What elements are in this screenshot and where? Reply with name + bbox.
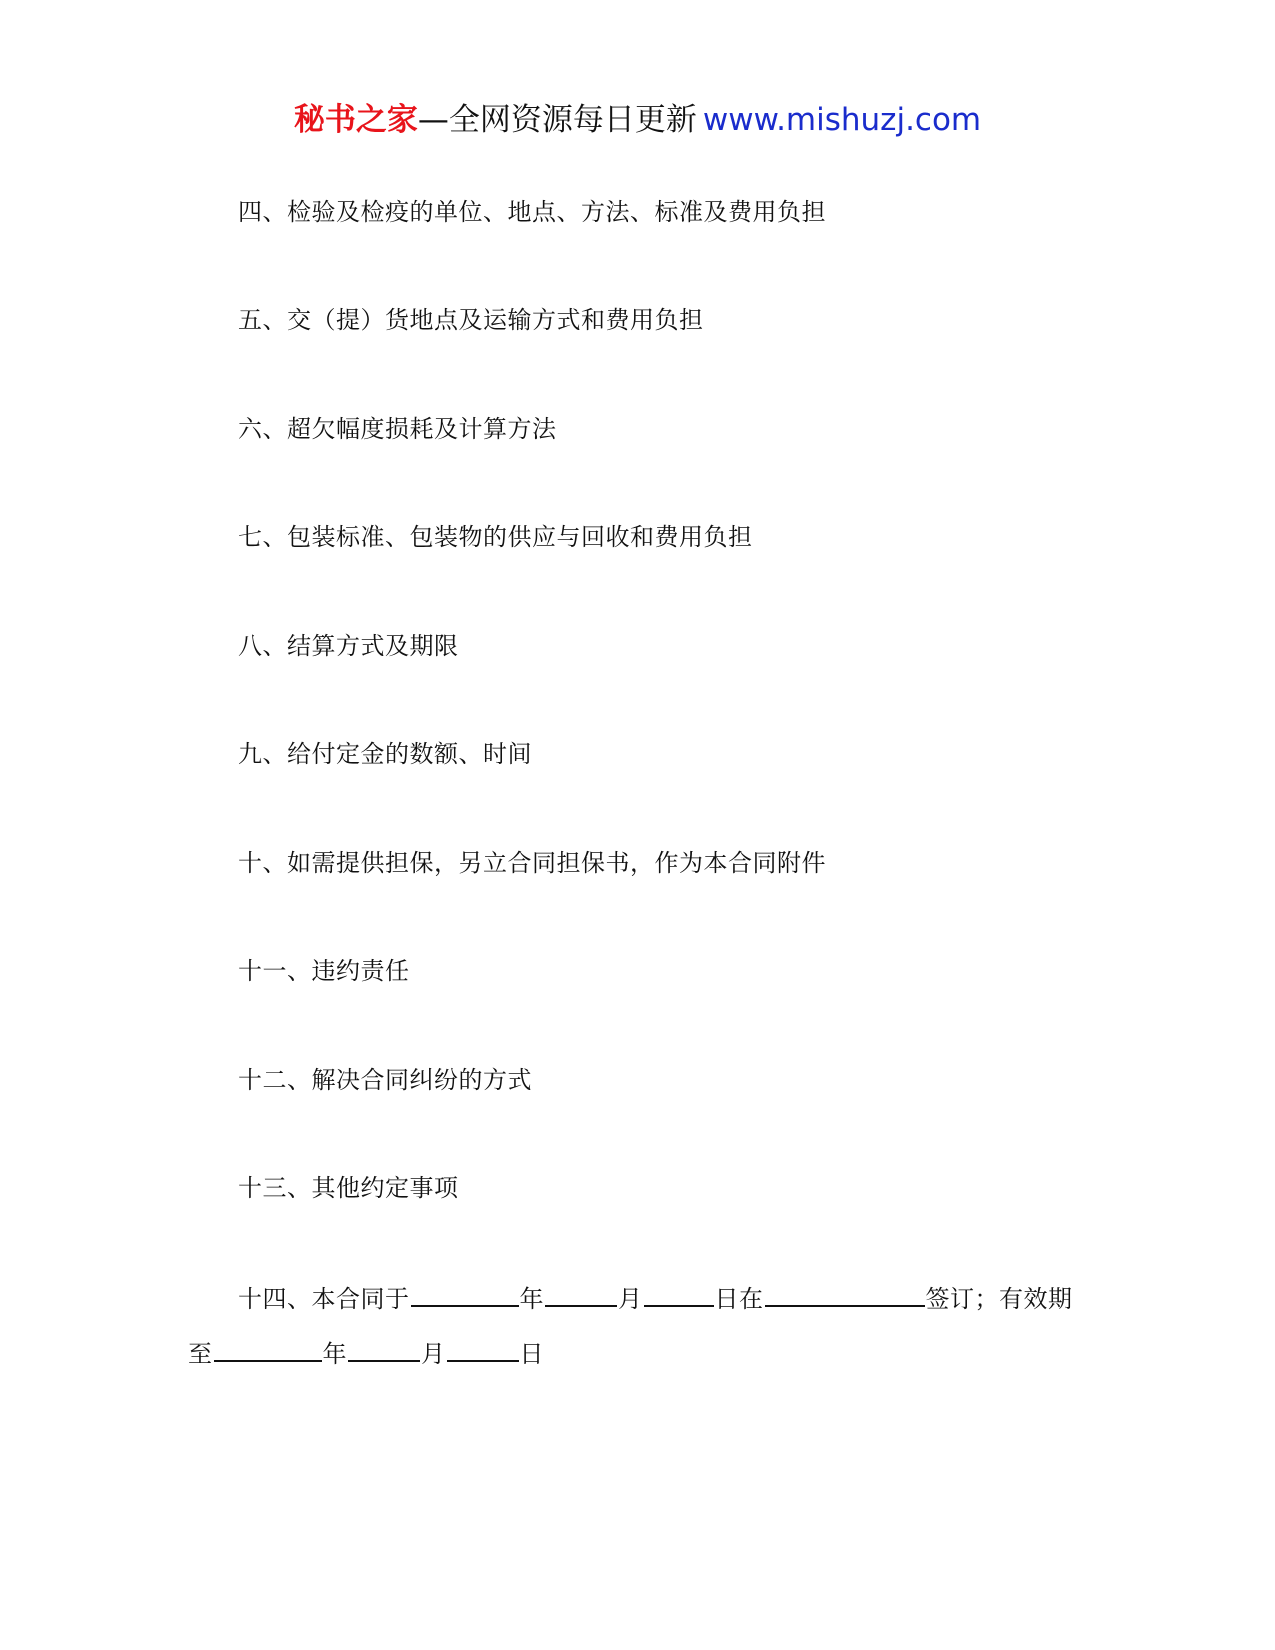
month2-label: 月	[421, 1340, 446, 1368]
clause-8: 八、结算方式及期限	[238, 632, 459, 660]
expiry-year-blank[interactable]	[214, 1336, 322, 1362]
day2-label: 日	[519, 1340, 544, 1368]
year-label: 年	[519, 1285, 544, 1313]
month-label: 月	[618, 1285, 643, 1313]
sign-day-blank[interactable]	[644, 1281, 714, 1307]
clause-12: 十二、解决合同纠纷的方式	[238, 1066, 532, 1094]
sign-month-blank[interactable]	[545, 1281, 617, 1307]
site-url-link[interactable]: www.mishuzj.com	[702, 102, 982, 138]
sign-place-blank[interactable]	[765, 1281, 925, 1307]
site-header	[0, 100, 1275, 140]
expiry-day-blank[interactable]	[447, 1336, 519, 1362]
clause-6: 六、超欠幅度损耗及计算方法	[238, 415, 557, 443]
brand-name: 秘书之家	[293, 102, 418, 138]
clause-4: 四、检验及检疫的单位、地点、方法、标准及费用负担	[238, 198, 826, 226]
clause-14-continuation	[188, 1336, 544, 1370]
clause-9: 九、给付定金的数额、时间	[238, 740, 532, 768]
signed-label: 签订；有效期	[925, 1285, 1073, 1313]
expiry-month-blank[interactable]	[348, 1336, 420, 1362]
clause-14	[238, 1281, 1073, 1315]
day-at-label: 日在	[714, 1285, 764, 1313]
clause-13: 十三、其他约定事项	[238, 1174, 459, 1202]
until-label: 至	[188, 1340, 213, 1368]
header-tagline: —全网资源每日更新	[417, 102, 697, 138]
sign-year-blank[interactable]	[411, 1281, 519, 1307]
clause-10: 十、如需提供担保，另立合同担保书，作为本合同附件	[238, 849, 826, 877]
clause-14-prefix: 十四、本合同于	[238, 1285, 410, 1313]
clause-5: 五、交（提）货地点及运输方式和费用负担	[238, 306, 704, 334]
clause-7: 七、包装标准、包装物的供应与回收和费用负担	[238, 523, 753, 551]
clause-11: 十一、违约责任	[238, 957, 410, 985]
year2-label: 年	[322, 1340, 347, 1368]
